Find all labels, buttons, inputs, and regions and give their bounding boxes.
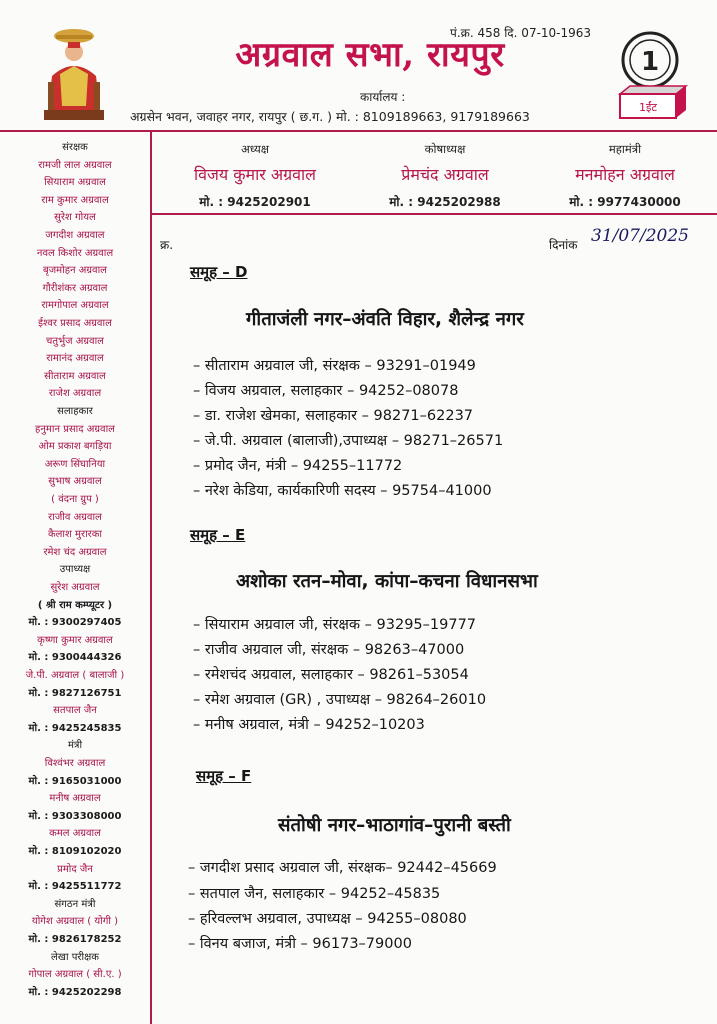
group-e-label: समूह – E [190,526,246,544]
sidebar-member-entry: सीताराम अग्रवाल [44,370,106,382]
brick-emblem-icon [614,30,690,124]
sidebar-member-entry: मो. : 9300297405 [28,617,122,629]
sidebar-member-entry: गोपाल अग्रवाल ( सी.ए. ) [28,969,122,981]
sidebar-section-heading: संगठन मंत्री [54,898,96,910]
sidebar-member-entry: रामजी लाल अग्रवाल [38,159,112,171]
sidebar-member-entry: मो. : 8109102020 [28,846,122,857]
svg-text:1ईंट: 1ईंट [639,101,657,114]
date-label: दिनांक [549,238,578,252]
officer-role: अध्यक्ष [240,142,270,156]
sidebar-member-entry: राम कुमार अग्रवाल [41,194,109,206]
sidebar-member-entry: प्रमोद जैन [57,863,93,875]
group-f-member: – हरिवल्लभ अग्रवाल, उपाध्यक्ष – 94255–08080 [188,911,467,927]
sidebar-member-entry: जे.पी. अग्रवाल ( बालाजी ) [25,670,125,681]
sidebar-member-entry: मो. : 9826178252 [28,934,122,945]
sidebar-member-entry: मनीष अग्रवाल [49,793,101,805]
sidebar-member-entry: ओम प्रकाश बगड़िया [38,441,112,453]
handwritten-date: 31/07/2025 [591,226,689,246]
organization-title: अग्रवाल सभा, रायपुर [235,35,505,75]
sidebar-member-entry: सियाराम अग्रवाल [44,177,106,189]
group-e-area: अशोका रतन–मोवा, कांपा–कचना विधानसभा [236,571,538,592]
group-d-member: – जे.पी. अग्रवाल (बालाजी),उपाध्यक्ष – 98271–26571 [193,433,504,449]
group-e-member: – रमेशचंद अग्रवाल, सलाहकार – 98261–53054 [193,667,469,683]
sidebar-section-heading: लेखा परीक्षक [51,951,99,963]
group-f-member: – सतपाल जैन, सलाहकार – 94252–45835 [188,886,441,902]
group-e-member: – मनीष अग्रवाल, मंत्री – 94252–10203 [193,717,425,733]
sidebar-member-entry: मो. : 9165031000 [28,775,122,787]
sidebar-member-entry: सुभाष अग्रवाल [48,476,102,488]
sidebar-member-entry: कृष्णा कुमार अग्रवाल [37,634,113,646]
officers-divider [152,213,717,215]
sidebar-member-entry: विश्वंभर अग्रवाल [44,758,106,769]
officer-name: मनमोहन अग्रवाल [575,165,675,184]
officer-president [160,142,350,210]
group-d-member: – डा. राजेश खेमका, सलाहकार – 98271–62237 [193,408,474,424]
sidebar-member-entry: सुरेश अग्रवाल [50,582,100,593]
officer-general-secretary [535,142,715,210]
group-d-member: – प्रमोद जैन, मंत्री – 94255–11772 [193,458,403,474]
registration-number: पं.क्र. 458 दि. 07-10-1963 [450,26,592,40]
group-e-member: – सियाराम अग्रवाल जी, संरक्षक – 93295–19777 [193,617,477,633]
officer-role: कोषाध्यक्ष [424,142,466,156]
sidebar-member-entry: अरूण सिंघानिया [44,458,106,470]
sidebar-member-entry: बृजमोहन अग्रवाल [43,265,107,277]
sidebar-member-entry: सुरेश गोयल [54,212,96,224]
sidebar-member-entry: मो. : 9425202298 [28,986,122,998]
group-f-area: संतोषी नगर–भाठागांव–पुरानी बस्ती [278,815,511,836]
officer-treasurer [360,142,530,210]
group-f-member: – विनय बजाज, मंत्री – 96173–79000 [188,936,412,952]
sidebar-members-list [0,131,152,1024]
group-f-member: – जगदीश प्रसाद अग्रवाल जी, संरक्षक– 92442–45669 [188,860,497,876]
sidebar-member-entry: रमेश चंद अग्रवाल [43,546,107,558]
sidebar-member-entry: मो. : 9425511772 [28,881,122,893]
sidebar-member-entry: मो. : 9303308000 [28,810,122,822]
officer-phone: मो. : 9977430000 [569,195,681,209]
officer-name: प्रेमचंद अग्रवाल [401,165,489,184]
sidebar-member-entry: ईश्वर प्रसाद अग्रवाल [38,318,112,329]
sidebar-section-heading: मंत्री [67,740,83,752]
sidebar-member-entry: ( श्री राम कम्प्यूटर ) [37,599,113,611]
group-d-member: – नरेश केडिया, कार्यकारिणी सदस्य – 95754–41000 [193,483,492,499]
group-f-label: समूह – F [196,767,252,785]
sidebar-member-entry: रामगोपाल अग्रवाल [41,300,109,312]
officer-phone: मो. : 9425202988 [389,195,501,209]
sidebar-member-entry: राजेश अग्रवाल [48,388,102,400]
officer-name: विजय कुमार अग्रवाल [193,165,317,184]
sidebar-member-entry: चतुर्भुज अग्रवाल [46,335,104,347]
sidebar-member-entry: जगदीश अग्रवाल [45,230,105,241]
sidebar-member-entry: रामानंद अग्रवाल [46,353,104,365]
sidebar-member-entry: सतपाल जैन [53,705,97,717]
sidebar-member-entry: कमल अग्रवाल [49,828,101,840]
maharaja-agrasen-logo [38,26,110,126]
svg-text:1: 1 [640,47,660,77]
group-e-member: – राजीव अग्रवाल जी, संरक्षक – 98263–47000 [193,642,465,658]
sidebar-member-entry: नवल किशोर अग्रवाल [36,247,114,259]
sidebar-member-entry: गौरीशंकर अग्रवाल [42,282,108,294]
sidebar-member-entry: राजीव अग्रवाल [48,511,102,523]
sidebar-section-heading: संरक्षक [62,142,88,153]
officer-role: महामंत्री [608,142,642,156]
sidebar-member-entry: योगेश अग्रवाल ( योगी ) [31,916,119,928]
group-d-label: समूह – D [190,263,248,281]
group-d-member: – विजय अग्रवाल, सलाहकार – 94252–08078 [193,383,459,399]
group-e-member: – रमेश अग्रवाल (GR) , उपाध्यक्ष – 98264–26010 [193,692,487,708]
sidebar-member-entry: मो. : 9300444326 [28,652,122,664]
sidebar-member-entry: ( वंदना ग्रुप ) [51,494,99,505]
sidebar-section-heading: उपाध्यक्ष [59,564,91,576]
group-d-member: – सीताराम अग्रवाल जी, संरक्षक – 93291–01949 [193,358,476,374]
office-address: अग्रसेन भवन, जवाहर नगर, रायपुर ( छ.ग. ) मो. : 8109189663, 9179189663 [130,109,530,124]
group-d-area: गीताजंली नगर–अंवति विहार, शैलेन्द्र नगर [246,309,524,330]
officer-phone: मो. : 9425202901 [199,195,311,209]
reference-number-label: क्र. [160,238,174,252]
sidebar-section-heading: सलाहकार [57,406,93,417]
sidebar-member-entry: हनुमान प्रसाद अग्रवाल [35,423,115,435]
office-label: कार्यालय : [360,90,406,104]
sidebar-member-entry: कैलाश मुरारका [47,529,103,541]
sidebar-member-entry: मो. : 9425245835 [28,722,122,734]
sidebar-member-entry: मो. : 9827126751 [28,687,122,699]
